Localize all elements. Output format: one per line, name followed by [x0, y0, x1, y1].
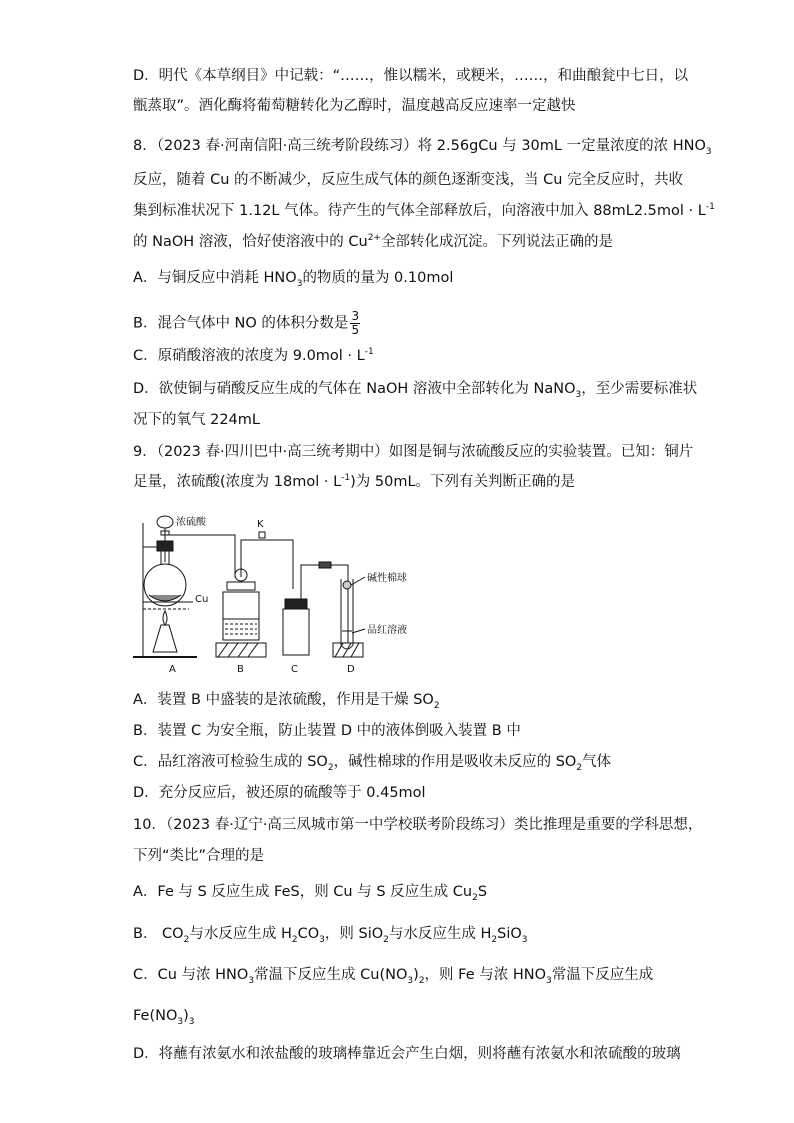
- q8-option-d-line2: 况下的氧气 224mL: [133, 412, 260, 428]
- q8-option-a: A．与铜反应中消耗 $HNO_3$的物质的量为 0.10mol: [133, 270, 454, 289]
- label-a: A: [169, 664, 176, 675]
- label-c: C: [291, 664, 298, 675]
- q9-option-a: A．装置 B 中盛装的是浓硫酸，作用是干燥 $SO_2$: [133, 692, 440, 711]
- q10-option-d-line1: D．将蘸有浓氨水和浓盐酸的玻璃棒靠近会产生白烟，则将蘸有浓氨水和浓硫酸的玻璃: [133, 1046, 681, 1062]
- bottle-b-neck: [227, 582, 255, 590]
- block-b-hatch: [218, 643, 258, 657]
- q7-option-d-line2: 甑蒸取”。酒化酶将葡萄糖转化为乙醇时，温度越高反应速率一定越快: [133, 98, 576, 114]
- label-pinred: 品红溶液: [367, 625, 407, 636]
- q8-option-b: B．混合气体中 NO 的体积分数是 $\frac{3}{5}$: [133, 309, 360, 337]
- label-cu: Cu: [195, 594, 209, 605]
- q9-option-d: D．充分反应后，被还原的硫酸等于 0.45mol: [133, 785, 426, 801]
- q8-stem-line2: 反应，随着 Cu 的不断减少，反应生成气体的颜色逐渐变浅，当 Cu 完全反应时，共收: [133, 172, 684, 188]
- q8-stem-line4: 的 NaOH 溶液，恰好使溶液中的 $Cu^{2+}$全部转化成沉淀。下列说法正确的是: [133, 233, 613, 250]
- apparatus-diagram: [133, 507, 433, 685]
- rubber-joint: [319, 562, 331, 568]
- label-k: K: [257, 519, 264, 530]
- q9-option-b: B．装置 C 为安全瓶，防止装置 D 中的液体倒吸入装置 B 中: [133, 723, 521, 739]
- q10-option-a: A．Fe 与 S 反应生成 FeS，则 Cu 与 S 反应生成 $Cu_2S$: [133, 884, 488, 903]
- bottle-b-liquid-fill: [225, 624, 257, 634]
- label-d: D: [347, 664, 355, 675]
- tube-a-b: [165, 535, 235, 577]
- bottle-c: [283, 609, 309, 655]
- q10-option-b: B． $CO_2$与水反应生成 $H_2CO_3$，则 SiO$_2$与水反应生成 $H_2SiO_3$: [133, 926, 528, 945]
- block-d: [333, 643, 363, 657]
- q9-stem-line2: 足量，浓硫酸(浓度为 $18mol \cdot L^{-1}$)为 50mL。下列有关判断正确的是: [133, 473, 576, 490]
- q8-stem-line3: 集到标准状况下 1.12L 气体。待产生的气体全部释放后，向溶液中加入 $88mL2.5mol \cdot L^{-1}$: [133, 202, 715, 219]
- q10-option-c-line2: $Fe(NO_3)_3$: [133, 1008, 195, 1027]
- label-acid: 浓硫酸: [176, 517, 206, 528]
- q8-option-d-line1: D．欲使铜与硝酸反应生成的气体在 NaOH 溶液中全部转化为 NaNO$_3$，至少需要标准状: [133, 381, 698, 400]
- alkali-cotton: [343, 581, 351, 589]
- flame: [163, 611, 167, 625]
- label-cotton: 碱性棉球: [367, 573, 407, 584]
- q10-stem-line2: 下列“类比”合理的是: [133, 848, 265, 864]
- q10-stem-line1: 10．（2023 春·辽宁·高三凤城市第一中学校联考阶段练习）类比推理是重要的学科思想，: [133, 817, 703, 833]
- q9-option-c: C．品红溶液可检验生成的 $SO_2$，碱性棉球的作用是吸收未反应的 $SO_2$气体: [133, 754, 612, 773]
- pointer-pinred: [352, 629, 365, 633]
- q10-option-c-line1: C．Cu 与浓 $HNO_3$常温下反应生成 $Cu(NO_3)_2$，则 Fe 与浓 $HNO_3$常温下反应生成: [133, 967, 654, 986]
- label-b: B: [237, 664, 244, 675]
- funnel-bulb: [157, 516, 173, 528]
- q7-option-d-line1: D．明代《本草纲目》中记载：“……，惟以糯米，或粳米，……，和曲酿瓮中七日，以: [133, 68, 689, 84]
- alcohol-lamp: [153, 625, 177, 652]
- flask-stopper: [157, 541, 173, 551]
- valve-k: [259, 532, 265, 538]
- q9-stem-line1: 9．（2023 春·四川巴中·高三统考期中）如图是铜与浓硫酸反应的实验装置。已知：铜片: [133, 444, 694, 460]
- q8-option-c: C．原硝酸溶液的浓度为 $9.0mol \cdot L^{-1}$: [133, 347, 374, 364]
- block-d-hatch: [335, 643, 359, 657]
- bottle-b: [223, 592, 259, 640]
- bottle-c-stopper: [285, 599, 307, 609]
- q8-stem-line1: 8．（2023 春·河南信阳·高三统考阶段练习）将 2.56gCu 与 30mL 一定量浓度的浓 $HNO_3$: [133, 138, 712, 157]
- fraction: $\frac{3}{5}$: [351, 309, 360, 337]
- flask-liquid: [149, 595, 181, 601]
